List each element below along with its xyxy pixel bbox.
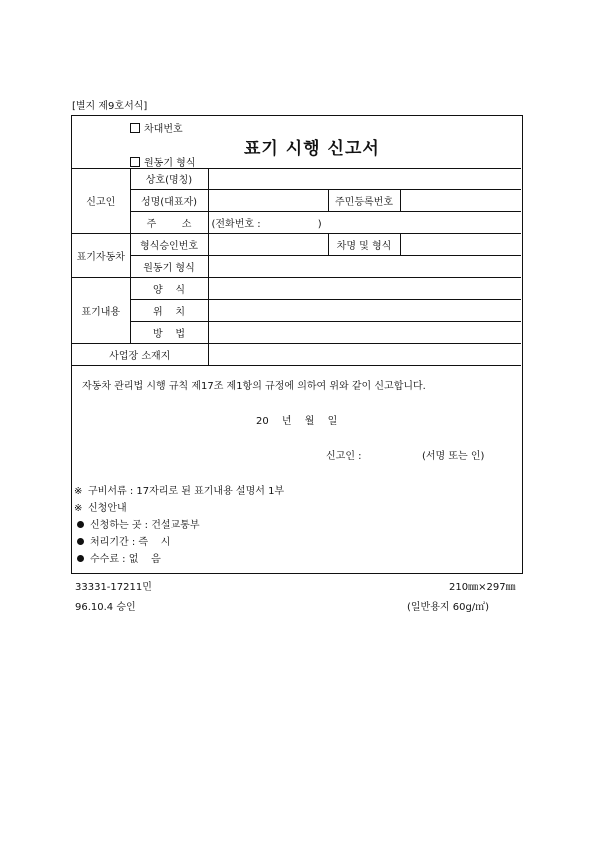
resident-number-field[interactable] xyxy=(400,190,521,212)
checkbox-box[interactable] xyxy=(130,157,140,167)
document-title: 표기 시행 신고서 xyxy=(244,139,380,159)
vehicle-name-type-label: 차명 및 형식 xyxy=(328,234,400,256)
bullet-icon xyxy=(77,555,84,562)
footer-approval-date: 96.10.4 승인 xyxy=(75,602,136,613)
office-item xyxy=(74,517,284,534)
date-line: 20 년 월 일 xyxy=(256,416,338,427)
applicant-group-label: 신고인 xyxy=(72,168,130,234)
signature-note: (서명 또는 인) xyxy=(422,451,485,462)
checkbox-engine-type[interactable] xyxy=(130,154,195,169)
form-table xyxy=(72,168,521,366)
footer-paper-type: (일반용지 60g/㎡) xyxy=(407,602,490,613)
address-label: 주 소 xyxy=(130,212,208,234)
method-field[interactable] xyxy=(208,322,521,344)
checkbox-engine-label: 원동기 형식 xyxy=(144,158,196,169)
vehicle-group-label: 표기자동차 xyxy=(72,234,130,278)
style-field[interactable] xyxy=(208,278,521,300)
declaration-statement: 자동차 관리법 시행 규칙 제17조 제1항의 규정에 의하여 위와 같이 신고합니다. xyxy=(82,381,426,392)
vehicle-name-type-field[interactable] xyxy=(400,234,521,256)
position-field[interactable] xyxy=(208,300,521,322)
type-approval-field[interactable] xyxy=(208,234,328,256)
applicant-signature-label: 신고인 : xyxy=(326,451,362,462)
required-docs-text: 구비서류 : 17자리로 된 표기내용 설명서 1부 xyxy=(88,486,285,497)
period-text: 처리기간 : 즉 시 xyxy=(90,537,171,548)
resident-number-label: 주민등록번호 xyxy=(328,190,400,212)
trade-name-label: 상호(명칭) xyxy=(130,168,208,190)
checkbox-box[interactable] xyxy=(130,123,140,133)
reference-mark-icon: ※ xyxy=(74,503,83,514)
position-label: 위 치 xyxy=(130,300,208,322)
office-text: 신청하는 곳 : 건설교통부 xyxy=(90,520,200,531)
address-field[interactable]: (전화번호 : ) xyxy=(208,212,521,234)
checkbox-chassis-label: 차대번호 xyxy=(144,124,183,135)
guide-text: 신청안내 xyxy=(88,503,127,514)
bullet-icon xyxy=(77,538,84,545)
name-rep-label: 성명(대표자) xyxy=(130,190,208,212)
notes-section xyxy=(74,483,284,568)
engine-type-label: 원동기 형식 xyxy=(130,256,208,278)
guide-note xyxy=(74,500,284,517)
footer-form-code: 33331-17211민 xyxy=(75,582,152,593)
workplace-field[interactable] xyxy=(208,344,521,366)
period-item xyxy=(74,534,284,551)
checkbox-chassis-number[interactable] xyxy=(130,120,183,135)
form-header xyxy=(72,116,521,169)
fee-item xyxy=(74,551,284,568)
style-label: 양 식 xyxy=(130,278,208,300)
form-number-label: [별지 제9호서식] xyxy=(72,101,148,112)
bullet-icon xyxy=(77,521,84,528)
required-docs-note xyxy=(74,483,284,500)
form-frame xyxy=(71,115,523,574)
trade-name-field[interactable] xyxy=(208,168,521,190)
reference-mark-icon: ※ xyxy=(74,486,83,497)
name-rep-field[interactable] xyxy=(208,190,328,212)
fee-text: 수수료 : 없 음 xyxy=(90,554,161,565)
content-group-label: 표기내용 xyxy=(72,278,130,344)
type-approval-label: 형식승인번호 xyxy=(130,234,208,256)
engine-type-field[interactable] xyxy=(208,256,521,278)
method-label: 방 법 xyxy=(130,322,208,344)
workplace-label: 사업장 소재지 xyxy=(72,344,208,366)
footer-paper-size: 210㎜×297㎜ xyxy=(449,582,516,593)
